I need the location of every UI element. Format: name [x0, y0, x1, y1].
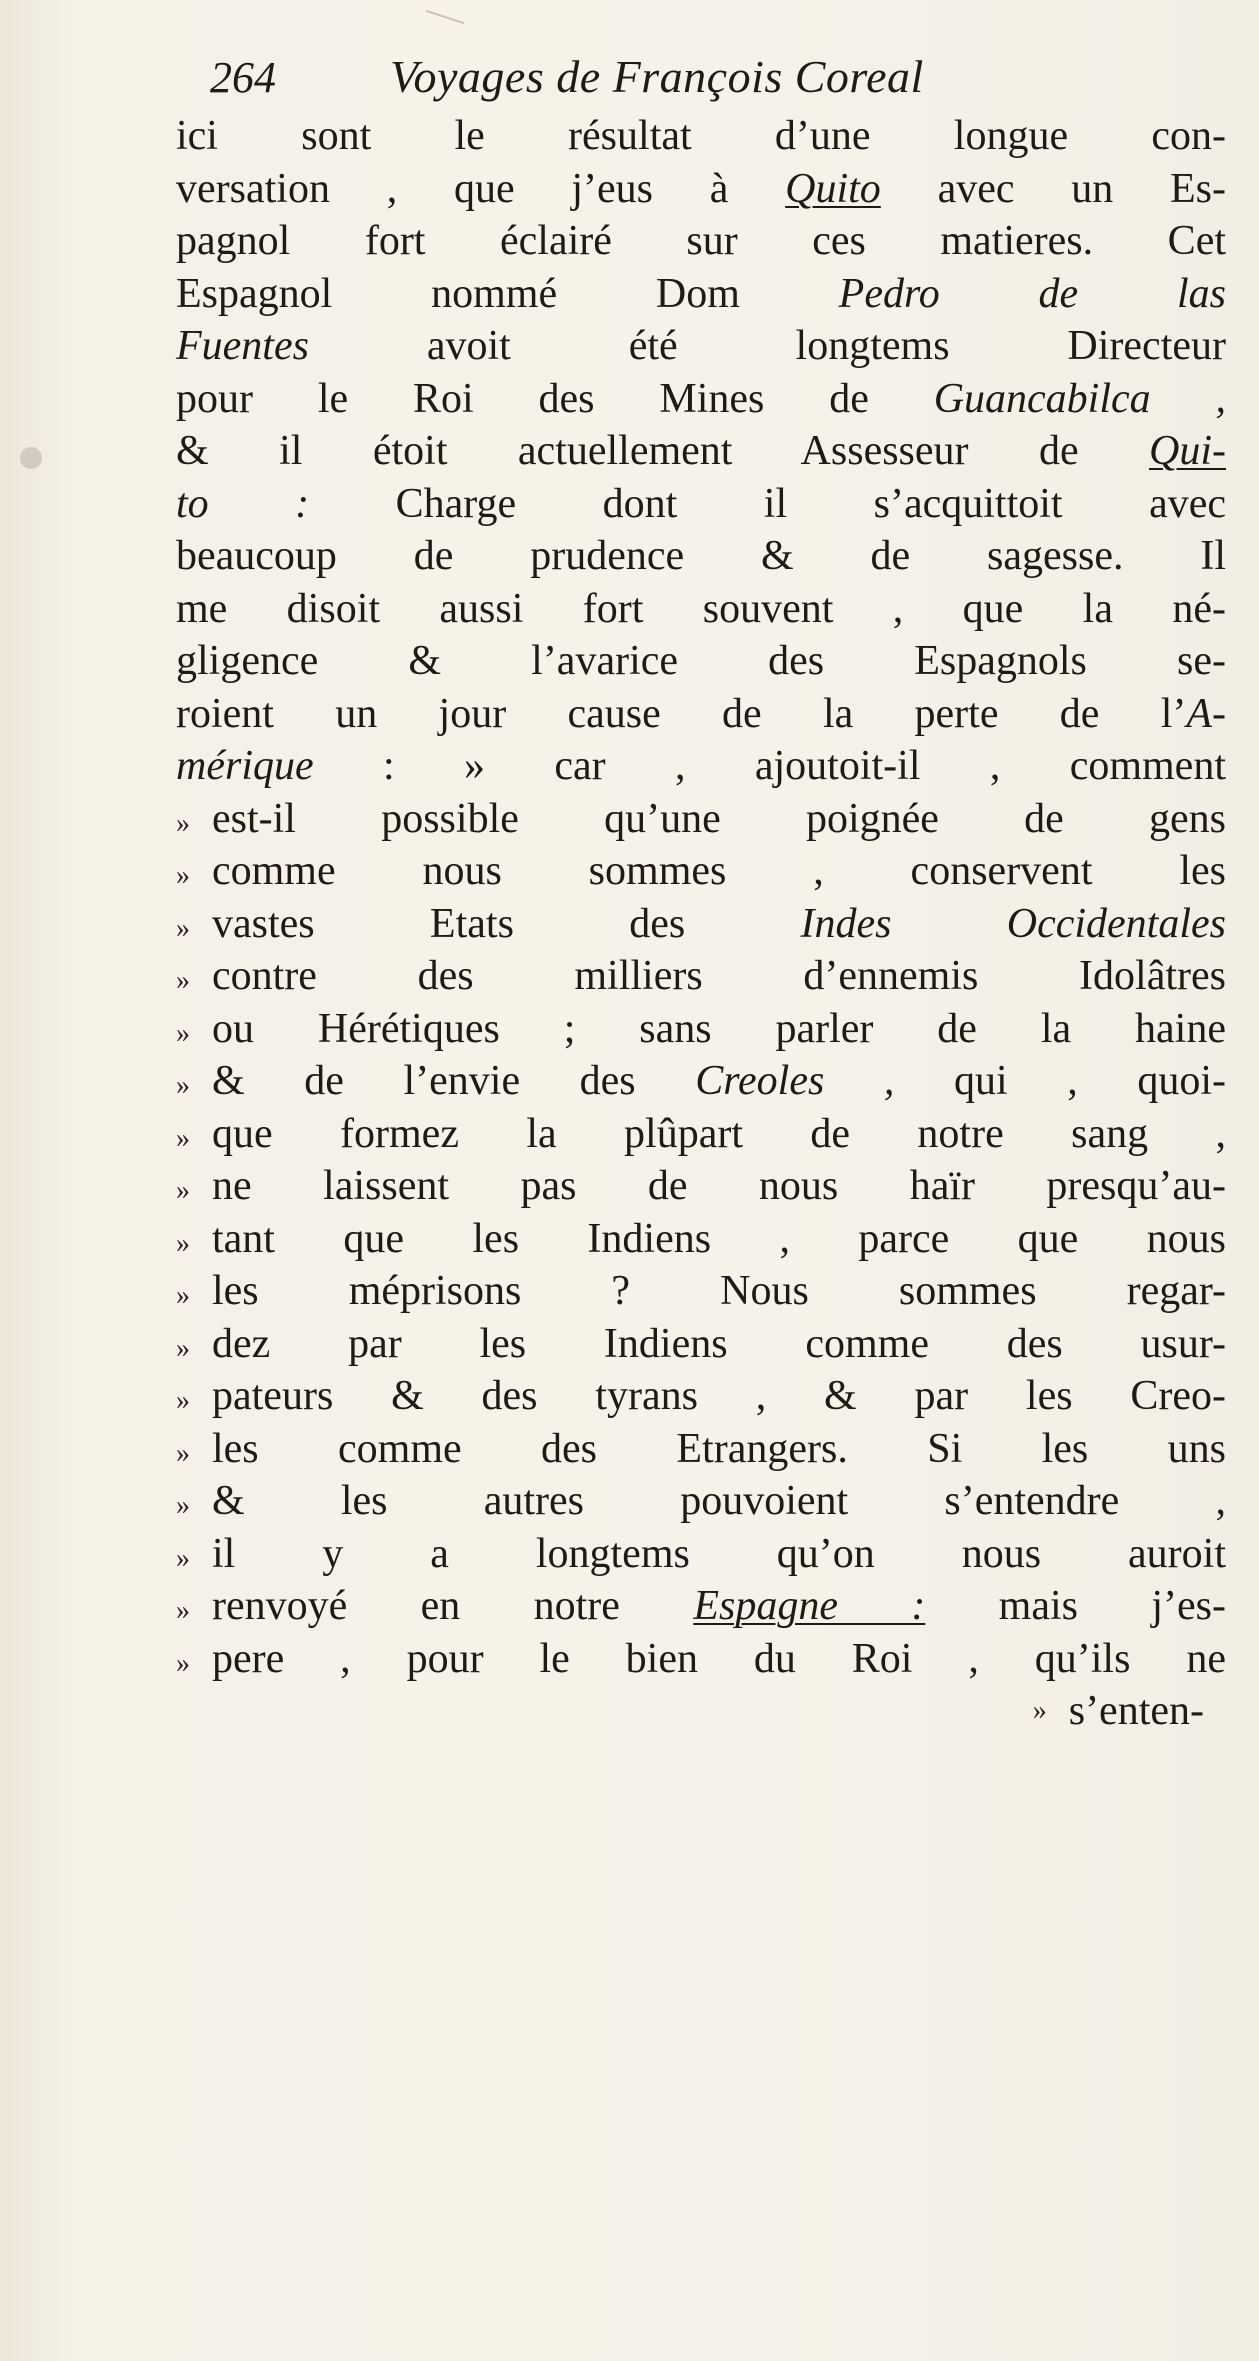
- text-line: [176, 320, 1226, 373]
- text-line: [176, 163, 1226, 216]
- text-line: [176, 1003, 1226, 1056]
- quote-mark: »: [176, 860, 190, 891]
- line-content: [176, 1475, 1226, 1528]
- text-segment: roient un jour cause de la perte de l’: [176, 690, 1187, 737]
- quote-mark: »: [176, 1017, 190, 1049]
- text-line: [176, 215, 1226, 268]
- text-segment: avec un Es-: [880, 165, 1226, 212]
- binding-hole: [20, 447, 42, 469]
- line-content: [176, 1265, 1226, 1318]
- text-line: [176, 1423, 1226, 1476]
- line-content: [176, 425, 1226, 478]
- text-segment: est-il possible qu’une poignée de gens: [212, 795, 1226, 842]
- text-line: [176, 1580, 1226, 1633]
- text-segment: versation , que j’eus à: [176, 165, 786, 212]
- line-content: [176, 1580, 1226, 1633]
- text-segment: que formez la plûpart de notre sang ,: [212, 1110, 1226, 1157]
- text-segment: beaucoup de prudence & de sagesse. Il: [176, 533, 1226, 579]
- quote-mark: »: [176, 1437, 190, 1469]
- line-content: [176, 1318, 1226, 1371]
- text-segment: Qui-: [1149, 428, 1226, 474]
- text-segment: tant que les Indiens , parce que nous: [212, 1215, 1226, 1262]
- line-content: [176, 898, 1226, 951]
- text-segment: Quito: [785, 165, 881, 212]
- quote-mark: »: [176, 1647, 190, 1679]
- text-segment: les comme des Etrangers. Si les uns: [212, 1425, 1226, 1472]
- text-segment: vastes Etats des: [212, 900, 801, 947]
- text-segment: Guancabilca ,: [933, 375, 1227, 422]
- quote-mark: »: [176, 1542, 190, 1574]
- text-line: [176, 1108, 1226, 1161]
- text-segment: Creoles ,: [695, 1058, 895, 1104]
- line-content: [176, 1423, 1226, 1476]
- text-line: [176, 1475, 1226, 1528]
- text-line: [176, 688, 1226, 741]
- quote-mark: »: [176, 1175, 190, 1206]
- text-segment: Indes Occidentales: [800, 900, 1226, 947]
- text-segment: gligence & l’avarice des Espagnols se-: [176, 638, 1226, 684]
- line-content: [176, 478, 1226, 531]
- line-content: [176, 793, 1226, 846]
- text-segment: & les autres pouvoient s’entendre ,: [212, 1478, 1226, 1524]
- text-line: [176, 110, 1226, 163]
- text-line: [176, 1633, 1226, 1686]
- line-content: [176, 1633, 1226, 1686]
- text-segment: Charge dont il s’acquittoit avec: [309, 480, 1227, 527]
- text-segment: Fuentes: [176, 323, 309, 369]
- line-content: [176, 1055, 1226, 1108]
- catchword-text: s’enten-: [1068, 1688, 1204, 1734]
- text-line: [176, 530, 1226, 583]
- text-line: [176, 950, 1226, 1003]
- line-content: [176, 583, 1226, 636]
- text-segment: me disoit aussi fort souvent , que la né-: [176, 585, 1226, 632]
- text-line: [176, 740, 1226, 793]
- text-segment: mérique: [176, 743, 314, 789]
- text-segment: A-: [1186, 690, 1226, 737]
- line-content: [176, 688, 1226, 741]
- quote-mark: »: [176, 1385, 190, 1416]
- line-content: [176, 1160, 1226, 1213]
- line-content: [176, 110, 1226, 163]
- text-segment: il y a longtems qu’on nous auroit: [212, 1530, 1226, 1577]
- text-segment: Pedro de las: [838, 270, 1226, 317]
- line-content: [176, 215, 1226, 268]
- text-line: [176, 1160, 1226, 1213]
- text-segment: Espagnol nommé Dom: [176, 270, 839, 317]
- line-content: [176, 268, 1226, 321]
- line-content: [176, 845, 1226, 898]
- text-line: [176, 635, 1226, 688]
- quote-mark: »: [176, 1332, 190, 1364]
- text-segment: ou Hérétiques ; sans parler de la haine: [212, 1005, 1226, 1052]
- text-line: [176, 1318, 1226, 1371]
- page-number: 264: [210, 53, 276, 102]
- text-segment: pagnol fort éclairé sur ces matieres. Cet: [176, 218, 1226, 264]
- quote-mark: »: [176, 1070, 190, 1101]
- line-content: [176, 373, 1226, 426]
- quote-mark: »: [176, 1227, 190, 1259]
- line-content: [176, 163, 1226, 216]
- text-segment: mais j’es-: [925, 1583, 1226, 1629]
- line-content: [176, 1108, 1226, 1161]
- text-line: [176, 425, 1226, 478]
- line-content: [176, 320, 1226, 373]
- text-segment: les méprisons ? Nous sommes regar-: [212, 1268, 1226, 1314]
- text-segment: contre des milliers d’ennemis Idolâtres: [212, 953, 1226, 999]
- text-segment: comme nous sommes , conservent les: [212, 848, 1226, 894]
- text-line: [176, 793, 1226, 846]
- quote-mark: »: [1032, 1695, 1047, 1726]
- line-content: [176, 1003, 1226, 1056]
- body-text: [176, 110, 1226, 1738]
- text-line: [176, 845, 1226, 898]
- text-line: [176, 373, 1226, 426]
- page-edge-mark: [426, 10, 465, 24]
- text-line: [176, 1055, 1226, 1108]
- line-content: [176, 1528, 1226, 1581]
- quote-mark: »: [176, 912, 190, 944]
- text-segment: & de l’envie des: [212, 1058, 696, 1104]
- text-line: [176, 1265, 1226, 1318]
- text-segment: ici sont le résultat d’une longue con-: [176, 113, 1226, 159]
- quote-mark: »: [176, 1122, 190, 1154]
- text-line: [176, 1370, 1226, 1423]
- text-line: [176, 478, 1226, 531]
- quote-mark: »: [176, 807, 190, 839]
- line-content: [176, 740, 1226, 793]
- text-line: [176, 1528, 1226, 1581]
- text-segment: & il étoit actuellement Assesseur de: [176, 428, 1149, 474]
- text-segment: ne laissent pas de nous haïr presqu’au-: [212, 1163, 1226, 1209]
- line-content: [176, 950, 1226, 1003]
- quote-mark: »: [176, 965, 190, 996]
- text-segment: renvoyé en notre: [212, 1583, 694, 1629]
- text-segment: pateurs & des tyrans , & par les Creo-: [212, 1373, 1226, 1419]
- text-segment: Espagne :: [693, 1583, 926, 1629]
- text-segment: to :: [176, 480, 310, 527]
- line-content: [176, 1370, 1226, 1423]
- quote-mark: »: [176, 1595, 190, 1626]
- text-segment: pere , pour le bien du Roi , qu’ils ne: [212, 1635, 1226, 1682]
- running-head: Voyages de François Coreal: [390, 51, 924, 102]
- text-segment: qui , quoi-: [894, 1058, 1226, 1104]
- text-segment: pour le Roi des Mines de: [176, 375, 934, 422]
- line-content: [176, 530, 1226, 583]
- text-segment: dez par les Indiens comme des usur-: [212, 1320, 1226, 1367]
- text-line: [176, 1213, 1226, 1266]
- text-line: [176, 898, 1226, 951]
- line-content: [176, 1213, 1226, 1266]
- text-line: [176, 268, 1226, 321]
- text-segment: : » car , ajoutoit-il , comment: [313, 743, 1226, 789]
- quote-mark: »: [176, 1490, 190, 1521]
- text-segment: avoit été longtems Directeur: [308, 323, 1226, 369]
- quote-mark: »: [176, 1280, 190, 1311]
- line-content: [176, 635, 1226, 688]
- text-line: [176, 583, 1226, 636]
- catchword: [176, 1685, 1226, 1738]
